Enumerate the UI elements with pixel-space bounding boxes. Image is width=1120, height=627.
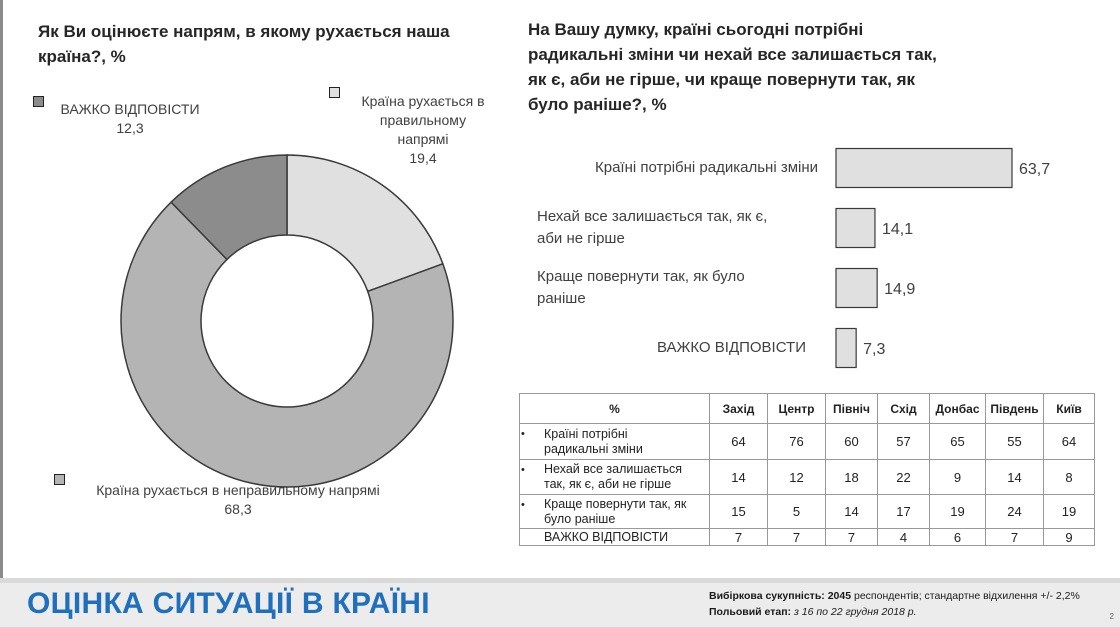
label-hard-to-say-text: ВАЖКО ВІДПОВІСТИ [60, 101, 200, 117]
table-cell: 60 [826, 424, 878, 460]
table-cell: 14 [710, 460, 768, 495]
footer-field-label: Польовий етап: [709, 606, 792, 618]
bar-category-label-2-line-1: Нехай все залишається так, як є, [537, 208, 768, 225]
bar-title-line-2: радикальні зміни чи нехай все залишається так, [528, 45, 937, 64]
donut-title-line-1: Як Ви оцінюєте напрям, в якому рухається наша [38, 22, 450, 41]
footer-field-value: з 16 по 22 грудня 2018 р. [793, 606, 917, 618]
table-row-label: • Країні потрібні радикальні зміни [520, 424, 710, 460]
table-cell: 57 [878, 424, 930, 460]
label-right-text-2: правильному [379, 112, 467, 128]
table-row [520, 529, 1095, 546]
table-cell: 19 [1044, 495, 1095, 529]
page-number: 2 [1109, 612, 1114, 621]
bar-category-label-2-line-2: аби не гірше [537, 230, 625, 247]
table-cell: 76 [768, 424, 826, 460]
table-cell: 9 [930, 460, 986, 495]
table-row-label-line-2: так, як є, аби не гірше [544, 477, 672, 491]
table-row [520, 495, 1095, 529]
table-header-cell: Південь [986, 394, 1044, 424]
table-cell: 15 [710, 495, 768, 529]
table-row-label-line-2: було раніше [544, 511, 616, 526]
footer-sample-count: 2045 [827, 590, 852, 602]
label-wrong-text: Країна рухається в неправильному напрямі [96, 482, 380, 498]
legend-square-wrong-direction [54, 474, 65, 485]
table-cell: 14 [826, 495, 878, 529]
table-cell: 14 [986, 460, 1044, 495]
table-header-cell: % [609, 401, 620, 416]
footer-field-note [709, 606, 917, 618]
table-cell: 7 [768, 529, 826, 546]
table-cell: 22 [878, 460, 930, 495]
table-cell: 64 [710, 424, 768, 460]
table-cell: 8 [1044, 460, 1095, 495]
table-row-label-line-1: Країні потрібні [544, 426, 628, 441]
donut-label-wrong-direction [70, 481, 406, 519]
bar-category-label-3-line-1: Краще повернути так, як було [537, 268, 745, 285]
bar-category-label-1: Країні потрібні радикальні зміни [594, 159, 818, 176]
table-row [520, 424, 1095, 460]
bar-value-label-4: 7,3 [863, 341, 886, 358]
table-row-label: • Краще повернути так, як було раніше [520, 495, 710, 529]
footer-sample-label: Вибіркова сукупність: [709, 590, 825, 602]
table-row-label: • Нехай все залишається так, як є, аби не гірше [520, 460, 710, 495]
bar-title-line-3: як є, аби не гірше, чи краще повернути так, як [528, 70, 916, 89]
table-header-cell: Київ [1044, 394, 1095, 424]
table-row-label-line-2: радикальні зміни [544, 441, 643, 456]
label-right-text-3: напрямі [397, 131, 449, 147]
table-cell: 12 [768, 460, 826, 495]
table-cell: 64 [1044, 424, 1095, 460]
bar-1 [836, 149, 1012, 188]
label-wrong-value: 68,3 [224, 501, 252, 517]
table-cell: 6 [930, 529, 986, 546]
table-header-row [520, 394, 1095, 424]
bar-title-line-4: було раніше?, % [528, 95, 667, 114]
table-header-cell: Схід [878, 394, 930, 424]
table-cell: 65 [930, 424, 986, 460]
bar-category-label-3-line-2: раніше [537, 290, 586, 307]
table-row-label-line-1: Краще повернути так, як [544, 496, 687, 511]
bar-2 [836, 209, 875, 248]
table-header-cell: Захід [710, 394, 768, 424]
table-cell: 7 [710, 529, 768, 546]
table-header-cell: Донбас [930, 394, 986, 424]
table-cell: 55 [986, 424, 1044, 460]
region-table [519, 393, 1095, 546]
bar-category-label-3 [537, 266, 815, 310]
table-cell: 7 [826, 529, 878, 546]
table-cell: 5 [768, 495, 826, 529]
table-header-cell: Центр [768, 394, 826, 424]
footer-title: ОЦІНКА СИТУАЦІЇ В КРАЇНІ [27, 587, 430, 620]
footer-sample-rest: респондентів; стандартне відхилення +/- 2,2% [853, 590, 1080, 602]
table-row-label: ВАЖКО ВІДПОВІСТИ [520, 529, 710, 546]
bar-title-line-1: На Вашу думку, країні сьогодні потрібні [528, 20, 864, 39]
label-hard-to-say-value: 12,3 [116, 120, 144, 136]
table-row [520, 460, 1095, 495]
table-header-cell: Північ [826, 394, 878, 424]
bar-value-label-2: 14,1 [881, 221, 914, 238]
table-row-label-line-1: Нехай все залишається [544, 462, 682, 476]
table-cell: 24 [986, 495, 1044, 529]
label-right-text-1: Країна рухається в [361, 93, 485, 109]
table-cell: 18 [826, 460, 878, 495]
bar-4 [836, 329, 856, 368]
donut-title-line-2: країна?, % [38, 47, 126, 66]
bar-value-label-3: 14,9 [884, 281, 916, 298]
bar-value-label-1: 63,7 [1019, 161, 1051, 178]
footer-sample-note [709, 590, 1080, 602]
table-cell: 9 [1044, 529, 1095, 546]
table-cell: 19 [930, 495, 986, 529]
bar-category-label-2 [537, 206, 819, 250]
bar-3 [836, 269, 877, 308]
table-cell: 4 [878, 529, 930, 546]
table-cell: 17 [878, 495, 930, 529]
bar-category-label-4: ВАЖКО ВІДПОВІСТИ [657, 339, 806, 356]
footer-divider [0, 578, 1120, 583]
table-cell: 7 [986, 529, 1044, 546]
label-right-value: 19,4 [409, 150, 437, 166]
